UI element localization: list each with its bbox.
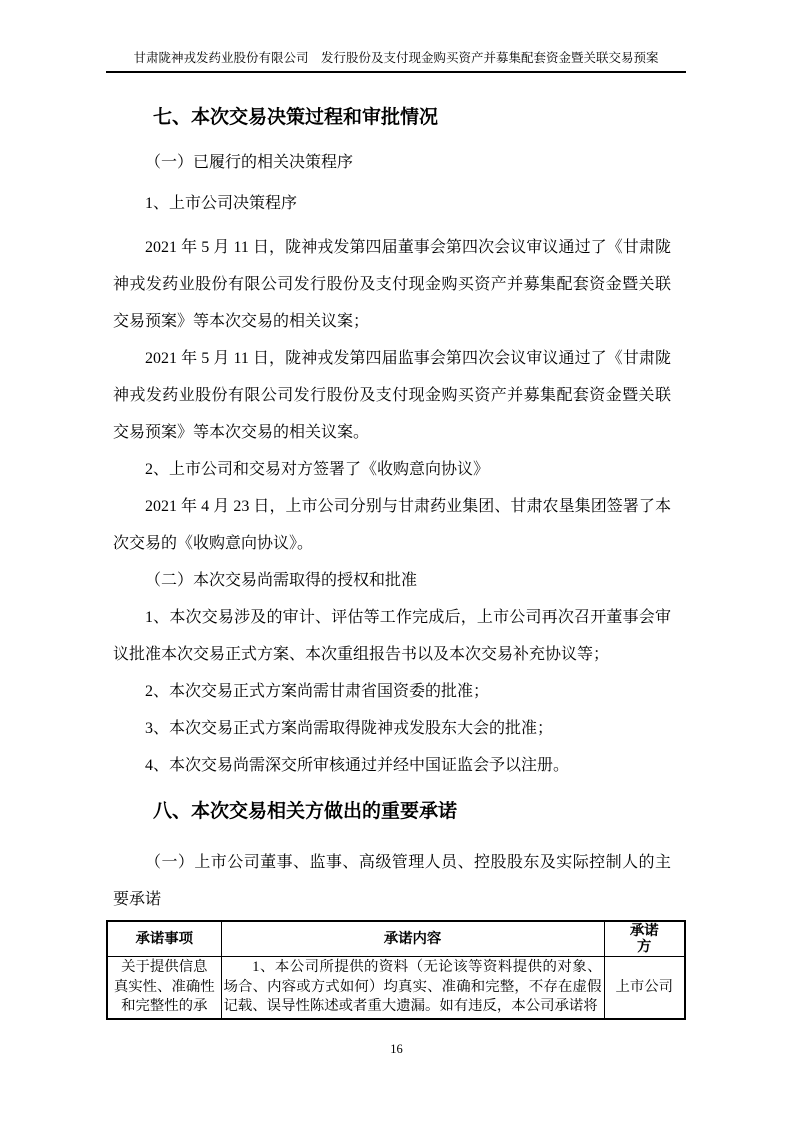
commitments-table-row: [107, 957, 685, 1019]
column-header-commitment-party: 承诺方: [604, 921, 685, 957]
commitment-item-line: 和完整性的承: [121, 998, 208, 1014]
paragraph-board-meeting: 2021 年 5 月 11 日，陇神戎发第四届董事会第四次会议审议通过了《甘肃陇神戎发药业股份有限公司发行股份及支付现金购买资产并募集配套资金暨关联交易预案》等本次交易的相关议案；: [113, 239, 671, 330]
paragraph-supervisor-meeting: 2021 年 5 月 11 日，陇神戎发第四届监事会第四次会议审议通过了《甘肃陇神戎发药业股份有限公司发行股份及支付现金购买资产并募集配套资金暨关联交易预案》等本次交易的相关议案。: [113, 350, 671, 441]
commitment-party-cell: 上市公司: [604, 957, 685, 1019]
section8-subheading-1: （一）上市公司董事、监事、高级管理人员、控股股东及实际控制人的主要承诺: [113, 854, 671, 908]
column-header-commitment-content: 承诺内容: [221, 921, 604, 957]
approval-item-2: 2、本次交易正式方案尚需甘肃省国资委的批准；: [145, 683, 490, 700]
section7-heading: 七、本次交易决策过程和审批情况: [153, 107, 439, 128]
section7-subheading-2: （二）本次交易尚需取得的授权和批准: [145, 572, 418, 589]
approval-item-1: 1、本次交易涉及的审计、评估等工作完成后，上市公司再次召开董事会审议批准本次交易正式方案、本次重组报告书以及本次交易补充协议等；: [113, 609, 671, 663]
approval-item-4: 4、本次交易尚需深交所审核通过并经中国证监会予以注册。: [145, 757, 570, 774]
approval-item-3: 3、本次交易正式方案尚需取得陇神戎发股东大会的批准；: [145, 720, 554, 737]
paragraph-intent-agreement: 2021 年 4 月 23 日，上市公司分别与甘肃药业集团、甘肃农垦集团签署了本次交易的《收购意向协议》。: [113, 498, 671, 552]
section7-item-decision-procedure: 1、上市公司决策程序: [145, 195, 298, 212]
page-number: 16: [390, 1042, 403, 1056]
running-header-text: 甘肃陇神戎发药业股份有限公司 发行股份及支付现金购买资产并募集配套资金暨关联交易预案: [133, 51, 659, 65]
commitments-table-header-row: [107, 921, 685, 957]
commitments-table: [106, 920, 686, 1020]
section7-subheading-1: （一）已履行的相关决策程序: [145, 154, 354, 171]
commitment-item-line: 真实性、准确性: [113, 978, 215, 995]
column-header-commitment-item: 承诺事项: [107, 921, 221, 957]
commitment-item-cell: [107, 957, 221, 1019]
section7-item-agreement-signed: 2、上市公司和交易对方签署了《收购意向协议》: [145, 461, 490, 478]
commitment-item-line: 关于提供信息: [121, 959, 208, 975]
section8-heading: 八、本次交易相关方做出的重要承诺: [153, 801, 458, 822]
running-header: [106, 50, 686, 73]
document-body: [113, 99, 674, 1020]
commitment-content-cell: 1、本公司所提供的资料（无论该等资料提供的对象、场合、内容或方式如何）均真实、准确和完整，不存在虚假记载、误导性陈述或者重大遗漏。如有违反，本公司承诺将: [221, 957, 604, 1019]
